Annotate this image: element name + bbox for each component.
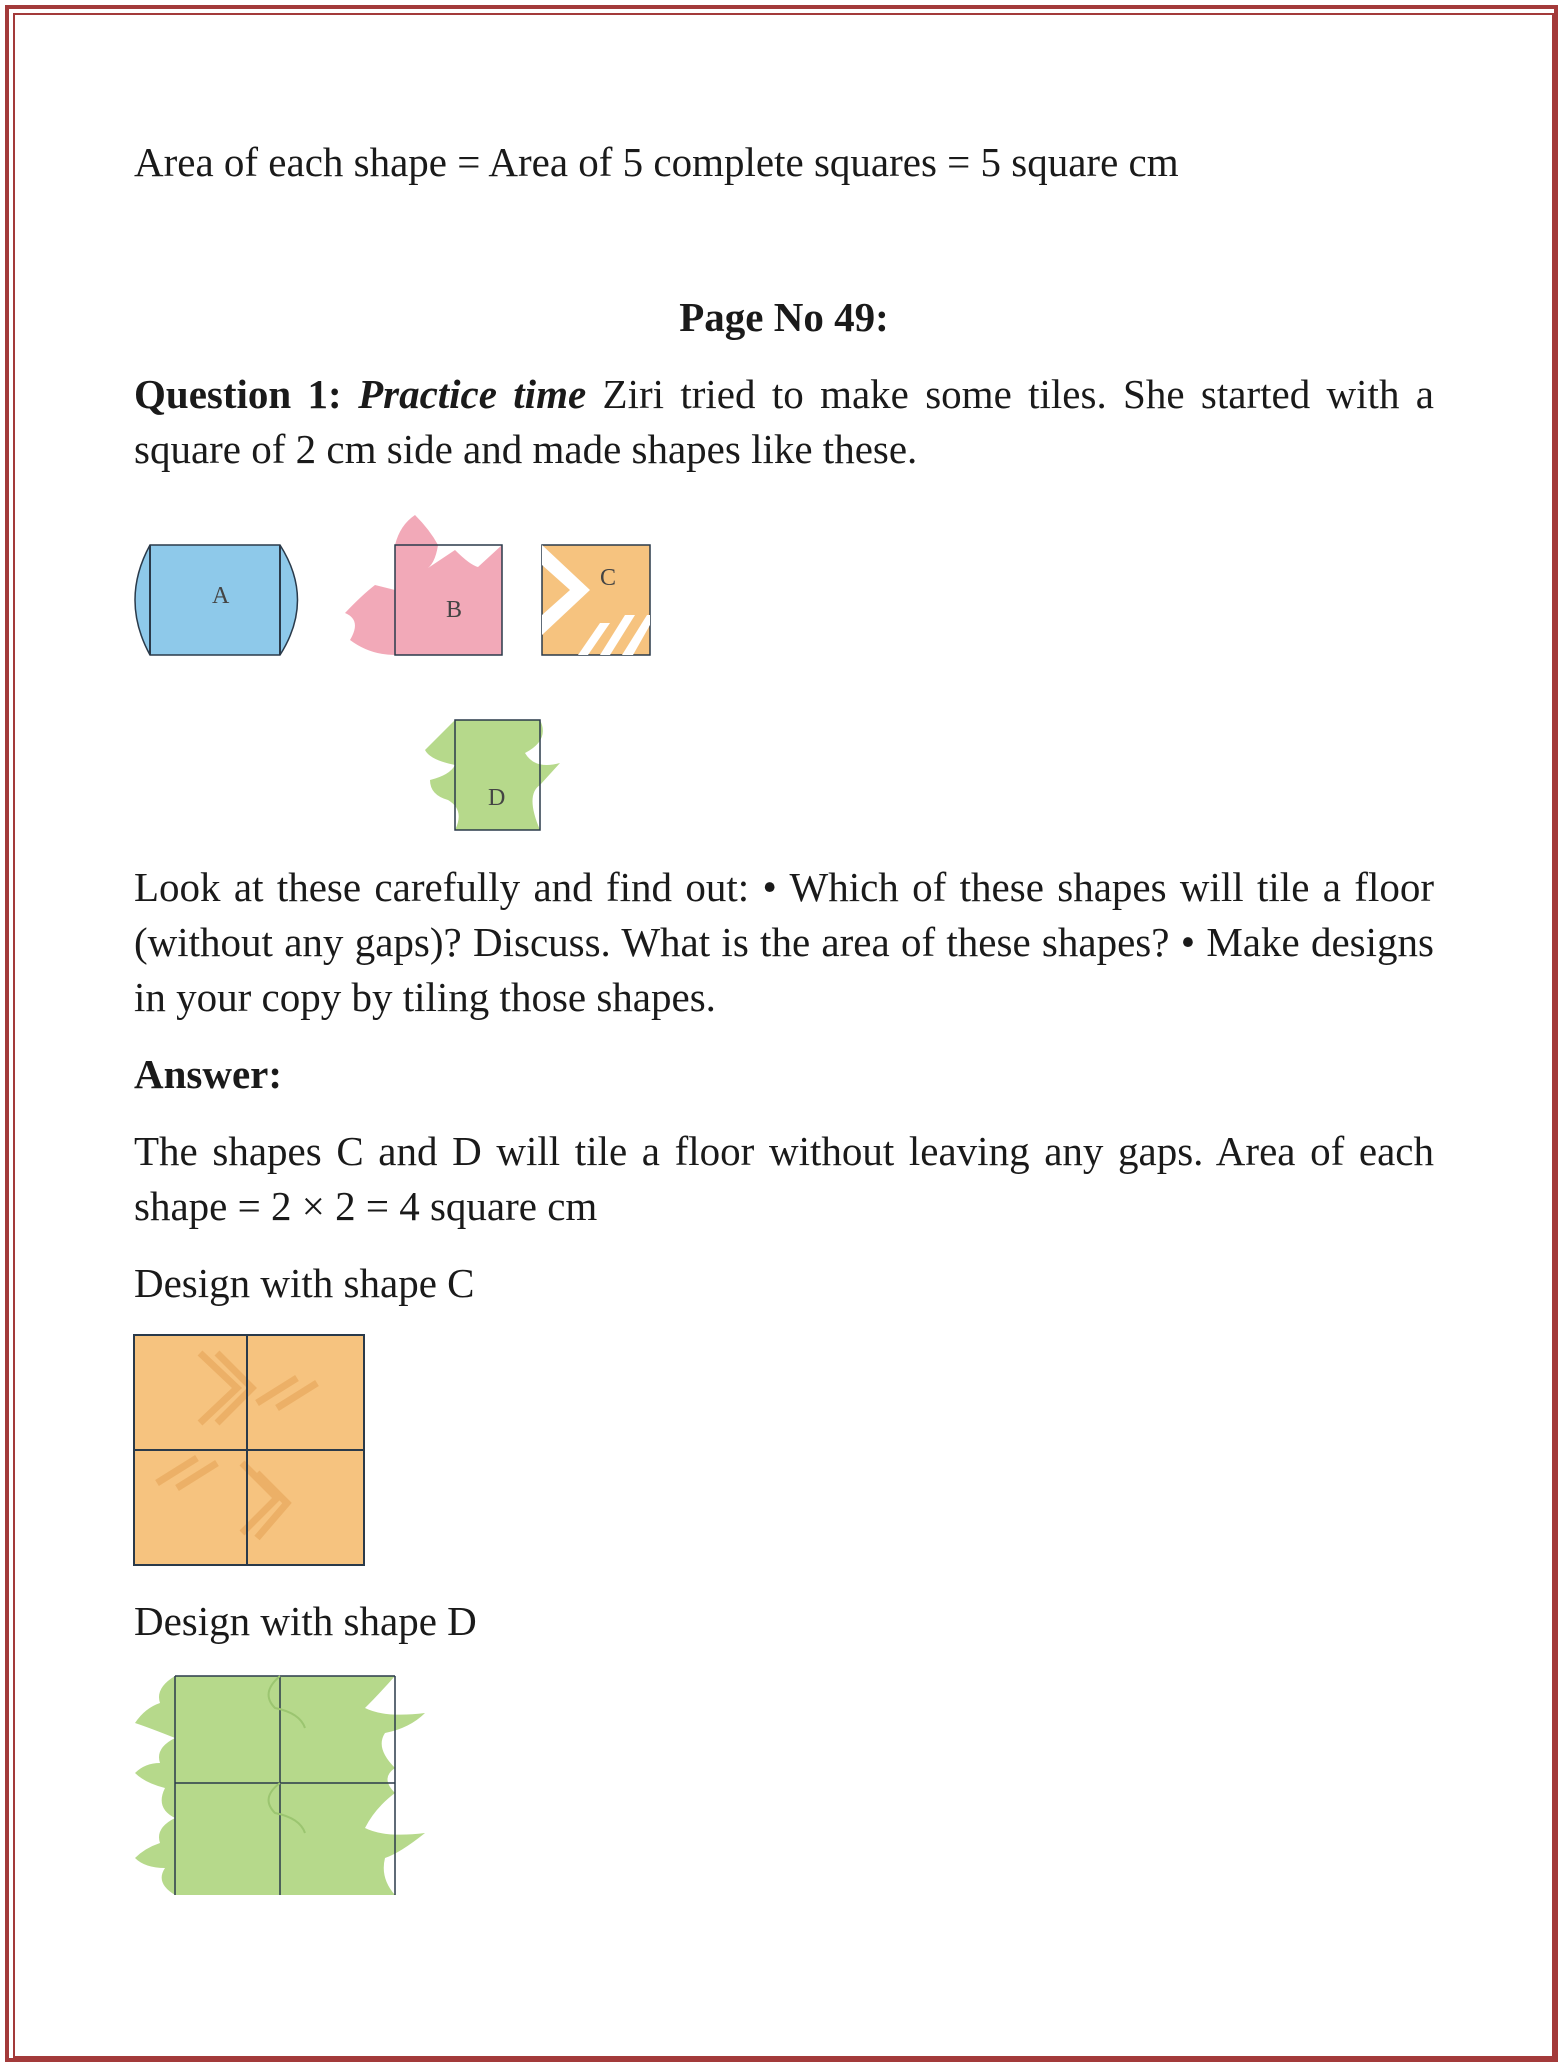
shape-d — [425, 720, 560, 830]
design-c-label: Design with shape C — [134, 1260, 475, 1306]
design-c-figure — [132, 1333, 368, 1569]
shape-c-label: C — [600, 565, 617, 591]
question-text — [134, 367, 1434, 477]
shape-d-label: D — [488, 785, 506, 811]
question-italic: Practice time — [358, 371, 587, 417]
design-d-section — [134, 1594, 1434, 1649]
shape-b-label: B — [446, 597, 463, 623]
answer-text: The shapes C and D will tile a floor without leaving any gaps. Area of each shape = 2 × 2 = 4 square cm — [134, 1128, 1434, 1229]
shape-c — [510, 545, 650, 655]
shape-a-label: A — [212, 583, 230, 609]
intro-line: Area of each shape = Area of 5 complete squares = 5 square cm — [134, 139, 1179, 185]
answer-section — [134, 860, 1434, 1311]
prompt-text: Look at these carefully and find out: • Which of these shapes will tile a floor (without any gaps)? Discuss. What is the area of these shapes? • Make designs in your copy by tiling those shapes. — [134, 864, 1434, 1020]
question-label: Question 1: — [134, 371, 342, 417]
shape-a — [135, 545, 298, 655]
question-body: Ziri tried to make some tiles. She started with a square of 2 cm side and made shapes like these. — [134, 371, 1434, 472]
shape-b — [345, 515, 502, 655]
page-content — [134, 120, 1434, 477]
design-d-figure — [130, 1668, 430, 1898]
answer-label: Answer: — [134, 1051, 283, 1097]
design-d-label: Design with shape D — [134, 1598, 477, 1644]
tile-shapes-figure — [130, 495, 750, 835]
page-heading: Page No 49: — [679, 294, 889, 340]
